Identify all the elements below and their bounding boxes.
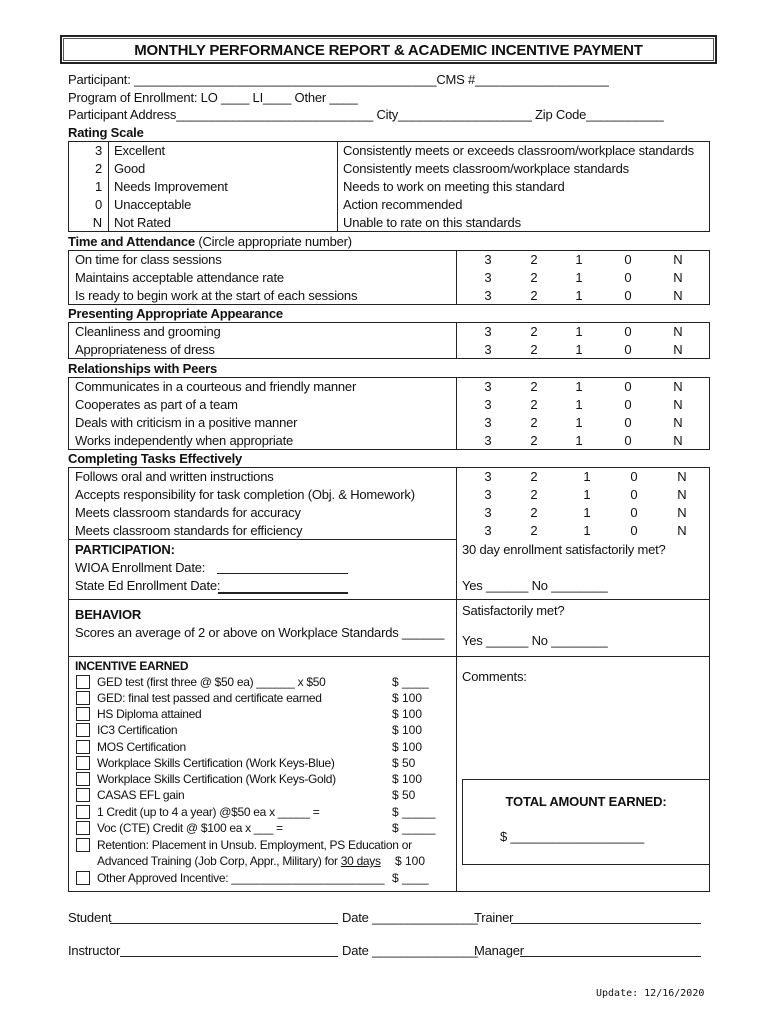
score-option[interactable]: 1 (575, 415, 583, 430)
incentive-checkbox[interactable] (76, 821, 90, 835)
total-box (462, 779, 710, 865)
divider (456, 322, 457, 359)
score-option[interactable]: 3 (484, 379, 492, 394)
score-option[interactable]: 1 (575, 342, 583, 357)
trainer-signature-field[interactable] (511, 923, 701, 924)
rating-scale-label: Rating Scale (68, 125, 144, 140)
peers-section-title: Relationships with Peers (68, 361, 218, 376)
tasks-section-title: Completing Tasks Effectively (68, 451, 243, 466)
score-option[interactable]: 2 (530, 270, 538, 285)
criterion-label: Is ready to begin work at the start of each sessions (75, 288, 358, 303)
score-option[interactable]: N (673, 252, 683, 267)
retention-amount: $ 100 (395, 854, 426, 868)
time-section-heading (68, 233, 352, 250)
criterion-label: Appropriateness of dress (75, 342, 215, 357)
incentive-checkbox[interactable] (76, 675, 90, 689)
score-option[interactable]: N (677, 505, 687, 520)
score-option[interactable]: N (673, 379, 683, 394)
score-option[interactable]: 1 (575, 433, 583, 448)
rating-label: Unacceptable (114, 197, 192, 212)
incentive-label: Workplace Skills Certification (Work Keys-Blue) (97, 756, 335, 770)
incentive-amount: $ 100 (392, 772, 423, 786)
rating-description: Needs to work on meeting this standard (343, 179, 565, 194)
behavior-text: Scores an average of 2 or above on Workplace Standards ______ (75, 625, 445, 640)
score-option[interactable]: 0 (624, 433, 632, 448)
retention-duration: 30 days (340, 854, 381, 868)
address-line[interactable]: Participant Address____________________________ City___________________ Zip Code___________ (68, 107, 664, 122)
score-option[interactable]: N (677, 523, 687, 538)
participant-line[interactable]: Participant: ___________________________________________CMS #___________________ (68, 72, 609, 87)
score-option[interactable]: 3 (484, 342, 492, 357)
behavior-title: BEHAVIOR (75, 607, 142, 622)
score-option[interactable]: N (673, 433, 683, 448)
divider (108, 141, 109, 232)
incentive-amount: $ 100 (392, 707, 423, 721)
wioa-date-field[interactable] (217, 573, 348, 574)
incentive-title: INCENTIVE EARNED (75, 659, 189, 673)
rating-description: Action recommended (343, 197, 463, 212)
rating-label: Not Rated (114, 215, 171, 230)
student-label: Student (68, 910, 112, 925)
score-option[interactable]: N (673, 270, 683, 285)
retention-line-2-text: Advanced Training (Job Corp, Appr., Military) for (97, 854, 341, 868)
manager-signature-field[interactable] (520, 956, 701, 957)
incentive-amount: $ ____ (392, 871, 429, 885)
score-option[interactable]: 1 (575, 270, 583, 285)
score-option[interactable]: N (673, 342, 683, 357)
incentive-checkbox[interactable] (76, 756, 90, 770)
score-option[interactable]: 0 (630, 469, 638, 484)
incentive-amount: $ 100 (392, 691, 423, 705)
incentive-amount: $ _____ (392, 821, 436, 835)
score-option[interactable]: 3 (484, 487, 492, 502)
score-option[interactable]: 0 (624, 252, 632, 267)
program-line[interactable]: Program of Enrollment: LO ____ LI____ Other ____ (68, 90, 358, 105)
score-option[interactable]: 1 (575, 252, 583, 267)
incentive-checkbox[interactable] (76, 707, 90, 721)
score-option[interactable]: 0 (624, 270, 632, 285)
score-option[interactable]: 3 (484, 397, 492, 412)
incentive-label: 1 Credit (up to 4 a year) @$50 ea x _____ = (97, 805, 320, 819)
score-option[interactable]: 2 (530, 342, 538, 357)
score-option[interactable]: 1 (583, 487, 591, 502)
score-option[interactable]: 3 (484, 433, 492, 448)
score-option[interactable]: 2 (530, 397, 538, 412)
incentive-amount: $ 100 (392, 723, 423, 737)
participation-yes-no[interactable]: Yes ______ No ________ (462, 578, 608, 593)
score-option[interactable]: 2 (530, 252, 538, 267)
divider (68, 656, 710, 657)
score-option[interactable]: N (673, 397, 683, 412)
criterion-label: Cooperates as part of a team (75, 397, 238, 412)
incentive-amount: $ ____ (392, 675, 429, 689)
score-option[interactable]: 2 (530, 433, 538, 448)
score-option[interactable]: 0 (630, 505, 638, 520)
comments-label: Comments: (462, 669, 527, 684)
rating-code: 1 (94, 179, 102, 194)
divider (68, 599, 710, 600)
score-option[interactable]: 0 (630, 523, 638, 538)
score-option[interactable]: N (673, 415, 683, 430)
time-section-note: (Circle appropriate number) (194, 234, 352, 249)
score-option[interactable]: 1 (575, 397, 583, 412)
score-option[interactable]: 3 (484, 469, 492, 484)
state-ed-date-field[interactable] (218, 592, 348, 594)
state-ed-date-label: State Ed Enrollment Date: (75, 578, 221, 593)
trainer-label: Trainer (474, 910, 514, 925)
incentive-amount: $ 100 (392, 740, 423, 754)
incentive-label: Other Approved Incentive: ________________________ (97, 871, 385, 885)
criterion-label: On time for class sessions (75, 252, 222, 267)
criterion-label: Maintains acceptable attendance rate (75, 270, 284, 285)
score-option[interactable]: 3 (484, 415, 492, 430)
score-option[interactable]: 2 (530, 415, 538, 430)
criterion-label: Accepts responsibility for task completion (Obj. & Homework) (75, 487, 415, 502)
rating-label: Good (114, 161, 146, 176)
score-option[interactable]: 3 (484, 324, 492, 339)
manager-label: Manager (474, 943, 524, 958)
incentive-label: CASAS EFL gain (97, 788, 185, 802)
incentive-checkbox[interactable] (76, 871, 90, 885)
score-option[interactable]: 2 (530, 487, 538, 502)
incentive-label: Workplace Skills Certification (Work Keys-Gold) (97, 772, 336, 786)
rating-description: Unable to rate on this standards (343, 215, 521, 230)
rating-code: 0 (94, 197, 102, 212)
behavior-question: Satisfactorily met? (462, 603, 565, 618)
score-option[interactable]: N (673, 288, 683, 303)
score-option[interactable]: 0 (624, 379, 632, 394)
incentive-label: IC3 Certification (97, 723, 178, 737)
rating-code: N (92, 215, 102, 230)
score-option[interactable]: 3 (484, 505, 492, 520)
score-option[interactable]: 0 (624, 397, 632, 412)
rating-code: 3 (94, 143, 102, 158)
rating-description: Consistently meets classroom/workplace standards (343, 161, 629, 176)
incentive-label: GED test (first three @ $50 ea) ______ x $50 (97, 675, 326, 689)
score-option[interactable]: 3 (484, 288, 492, 303)
incentive-amount: $ _____ (392, 805, 436, 819)
divider (337, 141, 338, 232)
score-option[interactable]: 0 (624, 288, 632, 303)
criterion-label: Follows oral and written instructions (75, 469, 274, 484)
criterion-label: Deals with criticism in a positive manner (75, 415, 298, 430)
score-option[interactable]: 0 (624, 342, 632, 357)
score-option[interactable]: 3 (484, 252, 492, 267)
instructor-date[interactable]: Date _______________ (342, 943, 478, 958)
criterion-label: Meets classroom standards for accuracy (75, 505, 301, 520)
retention-line-2 (97, 853, 381, 869)
rating-description: Consistently meets or exceeds classroom/workplace standards (343, 143, 694, 158)
incentive-checkbox[interactable] (76, 723, 90, 737)
criterion-label: Communicates in a courteous and friendly manner (75, 379, 357, 394)
incentive-label: HS Diploma attained (97, 707, 202, 721)
score-option[interactable]: 3 (484, 523, 492, 538)
rating-code: 2 (94, 161, 102, 176)
incentive-checkbox[interactable] (76, 805, 90, 819)
incentive-amount: $ 50 (392, 756, 416, 770)
score-option[interactable]: N (673, 324, 683, 339)
incentive-label: GED: final test passed and certificate earned (97, 691, 322, 705)
instructor-label: Instructor (68, 943, 121, 958)
title-box (60, 35, 717, 64)
divider (456, 250, 457, 305)
behavior-yes-no[interactable]: Yes ______ No ________ (462, 633, 608, 648)
score-option[interactable]: 2 (530, 324, 538, 339)
total-value[interactable]: $ ___________________ (500, 829, 645, 844)
incentive-label: Retention: Placement in Unsub. Employment, PS Education or (97, 838, 412, 852)
score-option[interactable]: 1 (575, 379, 583, 394)
score-option[interactable]: 2 (530, 469, 538, 484)
score-option[interactable]: N (677, 487, 687, 502)
incentive-checkbox[interactable] (76, 788, 90, 802)
appearance-section-title: Presenting Appropriate Appearance (68, 306, 283, 321)
rating-label: Excellent (114, 143, 165, 158)
score-option[interactable]: 3 (484, 270, 492, 285)
incentive-label: Voc (CTE) Credit @ $100 ea x ___ = (97, 821, 283, 835)
incentive-label: MOS Certification (97, 740, 186, 754)
score-option[interactable]: 1 (583, 523, 591, 538)
incentive-checkbox[interactable] (76, 691, 90, 705)
wioa-date-label: WIOA Enrollment Date: (75, 560, 206, 575)
score-option[interactable]: 1 (583, 469, 591, 484)
divider (68, 539, 456, 540)
score-option[interactable]: 1 (583, 505, 591, 520)
criterion-label: Meets classroom standards for efficiency (75, 523, 303, 538)
incentive-checkbox[interactable] (76, 740, 90, 754)
score-option[interactable]: 2 (530, 523, 538, 538)
student-signature-field[interactable] (110, 923, 338, 924)
score-option[interactable]: 2 (530, 505, 538, 520)
score-option[interactable]: 1 (575, 288, 583, 303)
update-date: Update: 12/16/2020 (596, 988, 705, 999)
score-option[interactable]: 0 (630, 487, 638, 502)
participation-title: PARTICIPATION: (75, 542, 175, 557)
participation-question: 30 day enrollment satisfactorily met? (462, 542, 666, 557)
divider (456, 467, 457, 892)
score-option[interactable]: N (677, 469, 687, 484)
score-option[interactable]: 1 (575, 324, 583, 339)
student-date[interactable]: Date _______________ (342, 910, 478, 925)
criterion-label: Cleanliness and grooming (75, 324, 221, 339)
rating-label: Needs Improvement (114, 179, 228, 194)
incentive-checkbox[interactable] (76, 838, 90, 852)
score-option[interactable]: 0 (624, 415, 632, 430)
divider (456, 377, 457, 450)
score-option[interactable]: 0 (624, 324, 632, 339)
score-option[interactable]: 2 (530, 379, 538, 394)
score-option[interactable]: 2 (530, 288, 538, 303)
time-section-title: Time and Attendance (68, 234, 195, 249)
total-label: TOTAL AMOUNT EARNED: (505, 794, 667, 809)
instructor-signature-field[interactable] (120, 956, 338, 957)
page-title: MONTHLY PERFORMANCE REPORT & ACADEMIC INCENTIVE PAYMENT (134, 42, 643, 59)
incentive-amount: $ 50 (392, 788, 416, 802)
incentive-checkbox[interactable] (76, 772, 90, 786)
criterion-label: Works independently when appropriate (75, 433, 294, 448)
